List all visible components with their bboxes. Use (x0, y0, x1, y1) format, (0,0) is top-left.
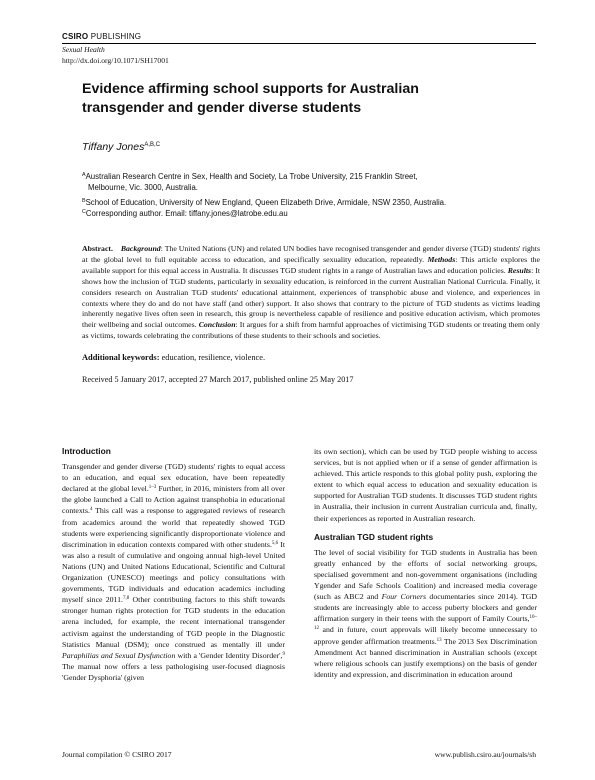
intro-text: with a 'Gender Identity Disorder', (175, 650, 283, 660)
intro-text: This call was a response to aggregated reviews of research from academics around the world that repeatedly showed TGD students were experiencing significantly disproportionate violence and discrimination in education contexts compared with other students. (62, 506, 285, 549)
abstract (82, 244, 540, 342)
results-text: : It shows how the inclusion of TGD students, particularly in sexuality education, is reinforced in the current Australian National Curricula. Finally, it considers research on Australian TGD students' educational attainment, experiences of transphobic abuse and violence, and experiences in contexts where they do and do not have staff (and other) support. It also shows that contrary to the picture of TGD students as victims leading inherently negative lives often seen in research, this group is nevertheless capable of resilience and positive education activism, which promotes their wellbeing and social outcomes. (82, 265, 540, 330)
title-line-1: Evidence affirming school supports for Australian (82, 81, 419, 97)
affil-mark-a: A (82, 172, 86, 178)
received-dates: Received 5 January 2017, accepted 27 March 2017, published online 25 May 2017 (82, 375, 354, 384)
publisher-brand: CSIRO (62, 32, 89, 41)
citation-ref[interactable]: 5,6 (271, 540, 279, 546)
methods-label: Methods (427, 254, 456, 264)
corresponding-author-email[interactable]: Corresponding author. Email: tiffany.jones@latrobe.edu.au (85, 209, 288, 218)
publisher-word: PUBLISHING (88, 32, 142, 41)
rights-text: documentaries since 2014). TGD students are increasingly able to access puberty blockers and gender affirmation surgery in their teens with the support of Family Courts, (314, 592, 537, 624)
journal-name: Sexual Health (62, 45, 105, 54)
keywords-label: Additional keywords: (82, 353, 160, 362)
results-label: Results (507, 265, 532, 275)
body-column-right (314, 446, 537, 680)
background-text: : The United Nations (UN) and related UN bodies have recognised transgender and gender diverse (TGD) students' rights at the global level to full equitable access to education, and specifically sexuality education, repeatedly. (82, 244, 540, 264)
rights-text: The level of social visibility for TGD students in Australia has been greatly enhanced by the efforts of social networking groups, specialised government and non-government organisations (including Ygender and Safe Schools Coalition) and increased media coverage (such as ABC2 and (314, 547, 537, 602)
rights-text: and in future, court approvals will likely become unnecessary to approve gender affirmation treatments. (314, 625, 537, 646)
intro-continuation: its own section), which can be used by TGD people wishing to access services, but is not applied when or if a sense of gender affirmation is achieved. This article responds to this global polity push, exploring the extent to which equal access to education and sexuality education is supported for Australian TGD students. It discusses TGD student rights in Australia, their inclusion in current Australian curricula and, finally, their experiences as reported in Australian research. (314, 447, 537, 523)
affiliation-a (82, 170, 542, 193)
affil-mark-b: B (82, 198, 86, 204)
author-affil-marks: A,B,C (144, 142, 161, 148)
abstract-label: Abstract. (82, 244, 113, 253)
author-name: Tiffany Jones (82, 141, 145, 153)
intro-text: Other contributing factors to this shift towards stronger human rights protection for TGD students in the education arena included, for example, the recent international transgender activism against the understanding of TGD people in the Diagnostic Statistics Manual (DSM); once construed as mentally ill under (62, 595, 285, 649)
affil-a-line1: Australian Research Centre in Sex, Health and Society, La Trobe University, 215 Franklin Street, (85, 172, 418, 181)
footer-journal-url[interactable]: www.publish.csiro.au/journals/sh (434, 750, 536, 759)
footer-copyright: Journal compilation © CSIRO 2017 (62, 750, 172, 759)
intro-text: Transgender and gender diverse (TGD) students' rights to equal access to an education, and equal sex education, have been repeatedly declared at the global level. (62, 462, 285, 494)
affil-mark-c: C (82, 209, 86, 215)
affiliation-c (82, 207, 542, 219)
affil-b-text: School of Education, University of New England, Queen Elizabeth Drive, Armidale, NSW 2350, Australia. (85, 198, 447, 207)
citation-ref[interactable]: 10–12 (314, 615, 537, 632)
rights-italic-text: Four Corners (381, 592, 427, 602)
rights-text: The 2013 Sex Discrimination Amendment Act banned discrimination in Australian schools (except where religious schools can justify exemptions) on the basis of gender identity and expression, and discrimination in education around (314, 636, 537, 679)
affil-a-line2: Melbourne, Vic. 3000, Australia. (88, 183, 198, 192)
header-rule (62, 43, 536, 44)
body-column-left (62, 446, 285, 683)
rights-paragraph (314, 547, 537, 680)
intro-text: Further, in 2016, ministers from all over the globe launched a Call to Action against transphobia in educational contexts. (62, 484, 286, 516)
keywords (82, 353, 540, 362)
citation-ref[interactable]: 1–3 (148, 485, 157, 491)
article-title (82, 80, 532, 118)
background-label: Background (120, 244, 161, 253)
section-heading-student-rights: Australian TGD student rights (314, 531, 434, 542)
conclusion-label: Conclusion (198, 320, 236, 330)
author-line (82, 141, 160, 153)
intro-text: The manual now offers a less pathologising user-focused diagnosis 'Gender Dysphoria' (given (62, 661, 285, 682)
citation-ref[interactable]: 13 (436, 637, 442, 643)
intro-italic-text: Paraphilias and Sexual Dysfunction (62, 650, 176, 660)
intro-paragraph (62, 461, 285, 683)
conclusion-text: : It argues for a shift from harmful approaches of victimising TGD students or treating them only as victims, towards celebrating the contributions of these students to their schools and societies. (82, 320, 540, 341)
doi-link[interactable]: http://dx.doi.org/10.1071/SH17001 (62, 56, 169, 65)
citation-ref[interactable]: 7,8 (123, 596, 130, 602)
keywords-text: education, resilience, violence. (159, 353, 266, 362)
title-line-2: transgender and gender diverse students (82, 100, 362, 116)
section-heading-introduction: Introduction (62, 446, 111, 456)
publisher-name (62, 32, 141, 41)
intro-text: It was also a result of cumulative and ongoing annual high-level United Nations (UN) and United Nations Educational, Scientific and Cultural Organization (UNESCO) meetings and policy consultations with governments, TGD individuals and education academics including myself since 2011. (62, 539, 285, 605)
methods-text: : This article explores the available support for this equal access in Australia. It discusses TGD student rights in a range of Australian laws and education policies. (82, 254, 540, 275)
citation-ref[interactable]: 9 (282, 651, 285, 657)
citation-ref[interactable]: 4 (89, 507, 93, 513)
